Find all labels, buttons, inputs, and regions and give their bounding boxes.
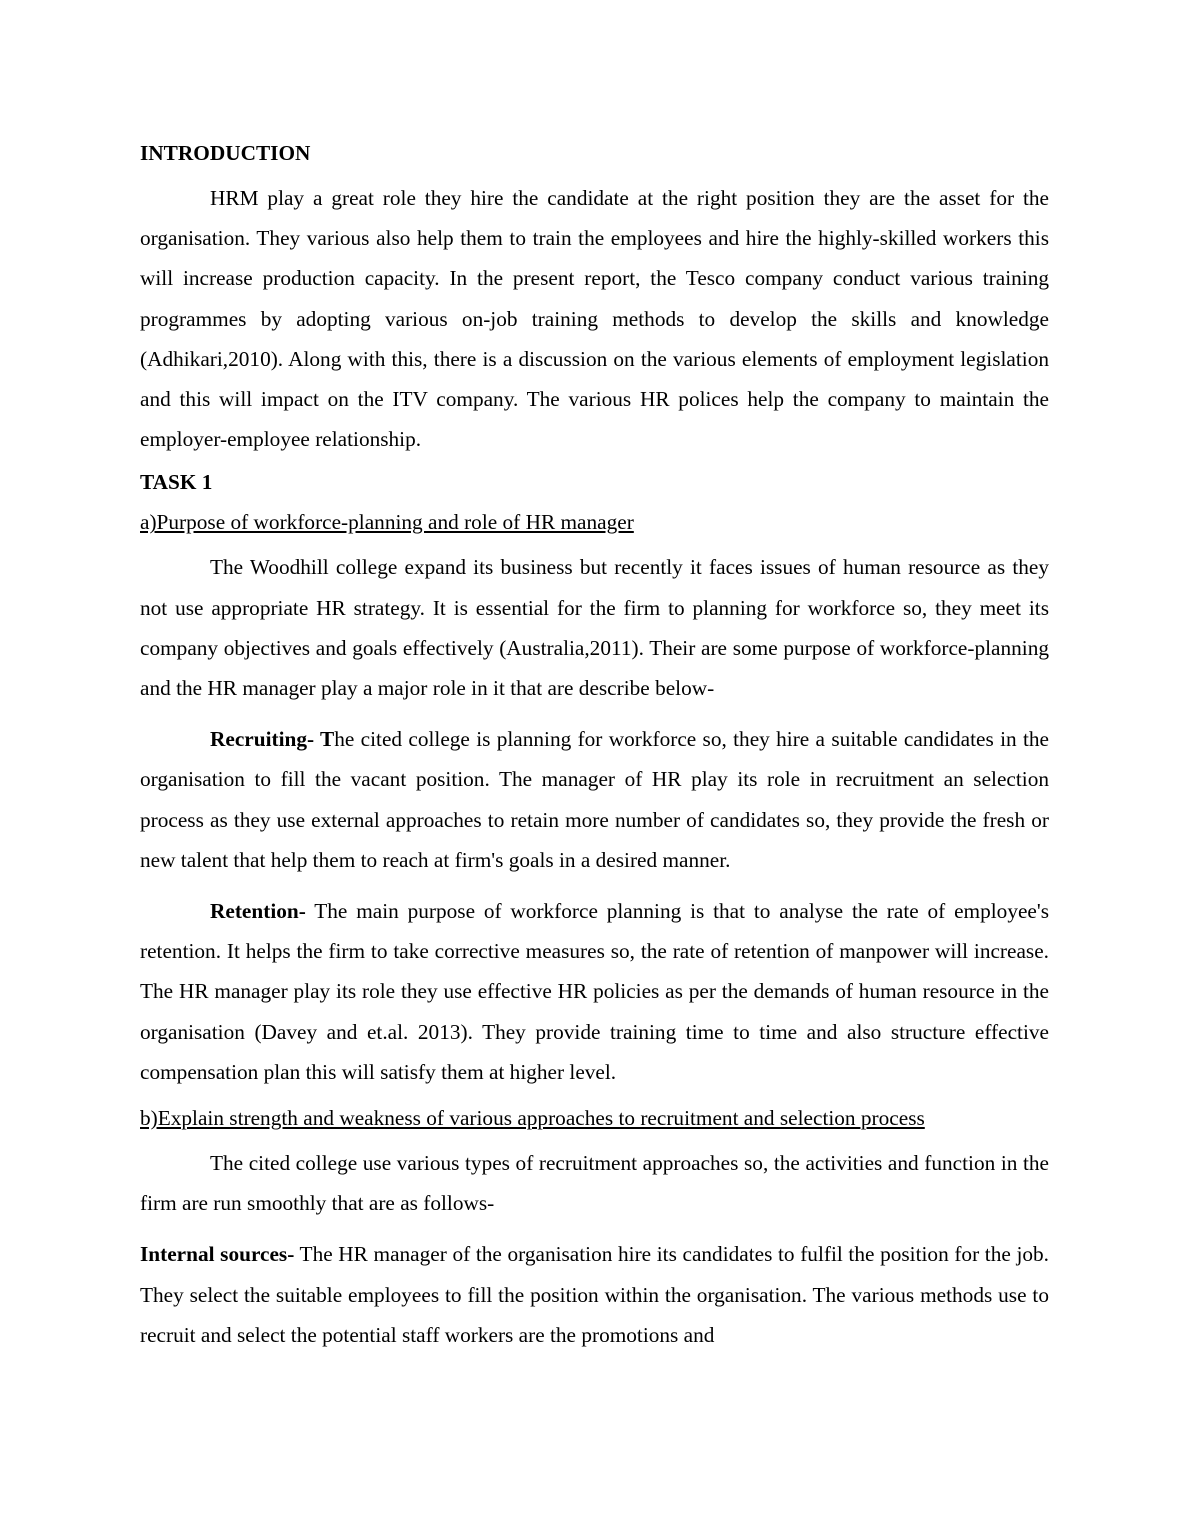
- internal-sources-paragraph: [140, 1234, 1049, 1355]
- recruiting-paragraph: [140, 719, 1049, 880]
- document-page: [140, 138, 1049, 1355]
- task1-heading: TASK 1: [140, 470, 213, 495]
- internal-sources-label: Internal sources-: [140, 1242, 295, 1267]
- retention-label: Retention-: [210, 899, 306, 924]
- section-a-intro-paragraph: The Woodhill college expand its business but recently it faces issues of human resource as they not use appropriate HR strategy. It is essential for the firm to planning for workforce so, they meet its company objectives and goals effectively (Australia,2011). Their are some purpose of workforce-planning and the HR manager play a major role in it that are describe below-: [140, 555, 1049, 701]
- section-a-title: a)Purpose of workforce-planning and role of HR manager: [140, 510, 634, 535]
- retention-paragraph: [140, 891, 1049, 1092]
- recruiting-label: Recruiting- T: [210, 727, 335, 752]
- retention-text: The main purpose of workforce planning is that to analyse the rate of employee's retention. It helps the firm to take corrective measures so, the rate of retention of manpower will increase. The HR manager play its role they use effective HR policies as per the demands of human resource in the organisation (Davey and et.al. 2013). They provide training time to time and also structure effective compensation plan this will satisfy them at higher level.: [140, 899, 1049, 1084]
- introduction-paragraph: HRM play a great role they hire the candidate at the right position they are the asset for the organisation. They various also help them to train the employees and hire the highly-skilled workers this will increase production capacity. In the present report, the Tesco company conduct various training programmes by adopting various on-job training methods to develop the skills and knowledge (Adhikari,2010). Along with this, there is a discussion on the various elements of employment legislation and this will impact on the ITV company. The various HR polices help the company to maintain the employer-employee relationship.: [140, 186, 1049, 452]
- section-b-intro-paragraph: The cited college use various types of recruitment approaches so, the activities and function in the firm are run smoothly that are as follows-: [140, 1151, 1049, 1216]
- introduction-heading: INTRODUCTION: [140, 141, 311, 165]
- section-b-title: b)Explain strength and weakness of various approaches to recruitment and selection process: [140, 1106, 925, 1131]
- internal-sources-text: The HR manager of the organisation hire its candidates to fulfil the position for the job. They select the suitable employees to fill the position within the organisation. The various methods use to recruit and select the potential staff workers are the promotions and: [140, 1242, 1049, 1347]
- recruiting-text: he cited college is planning for workforce so, they hire a suitable candidates in the organisation to fill the vacant position. The manager of HR play its role in recruitment an selection process as they use external approaches to retain more number of candidates so, they provide the fresh or new talent that help them to reach at firm's goals in a desired manner.: [140, 727, 1050, 872]
